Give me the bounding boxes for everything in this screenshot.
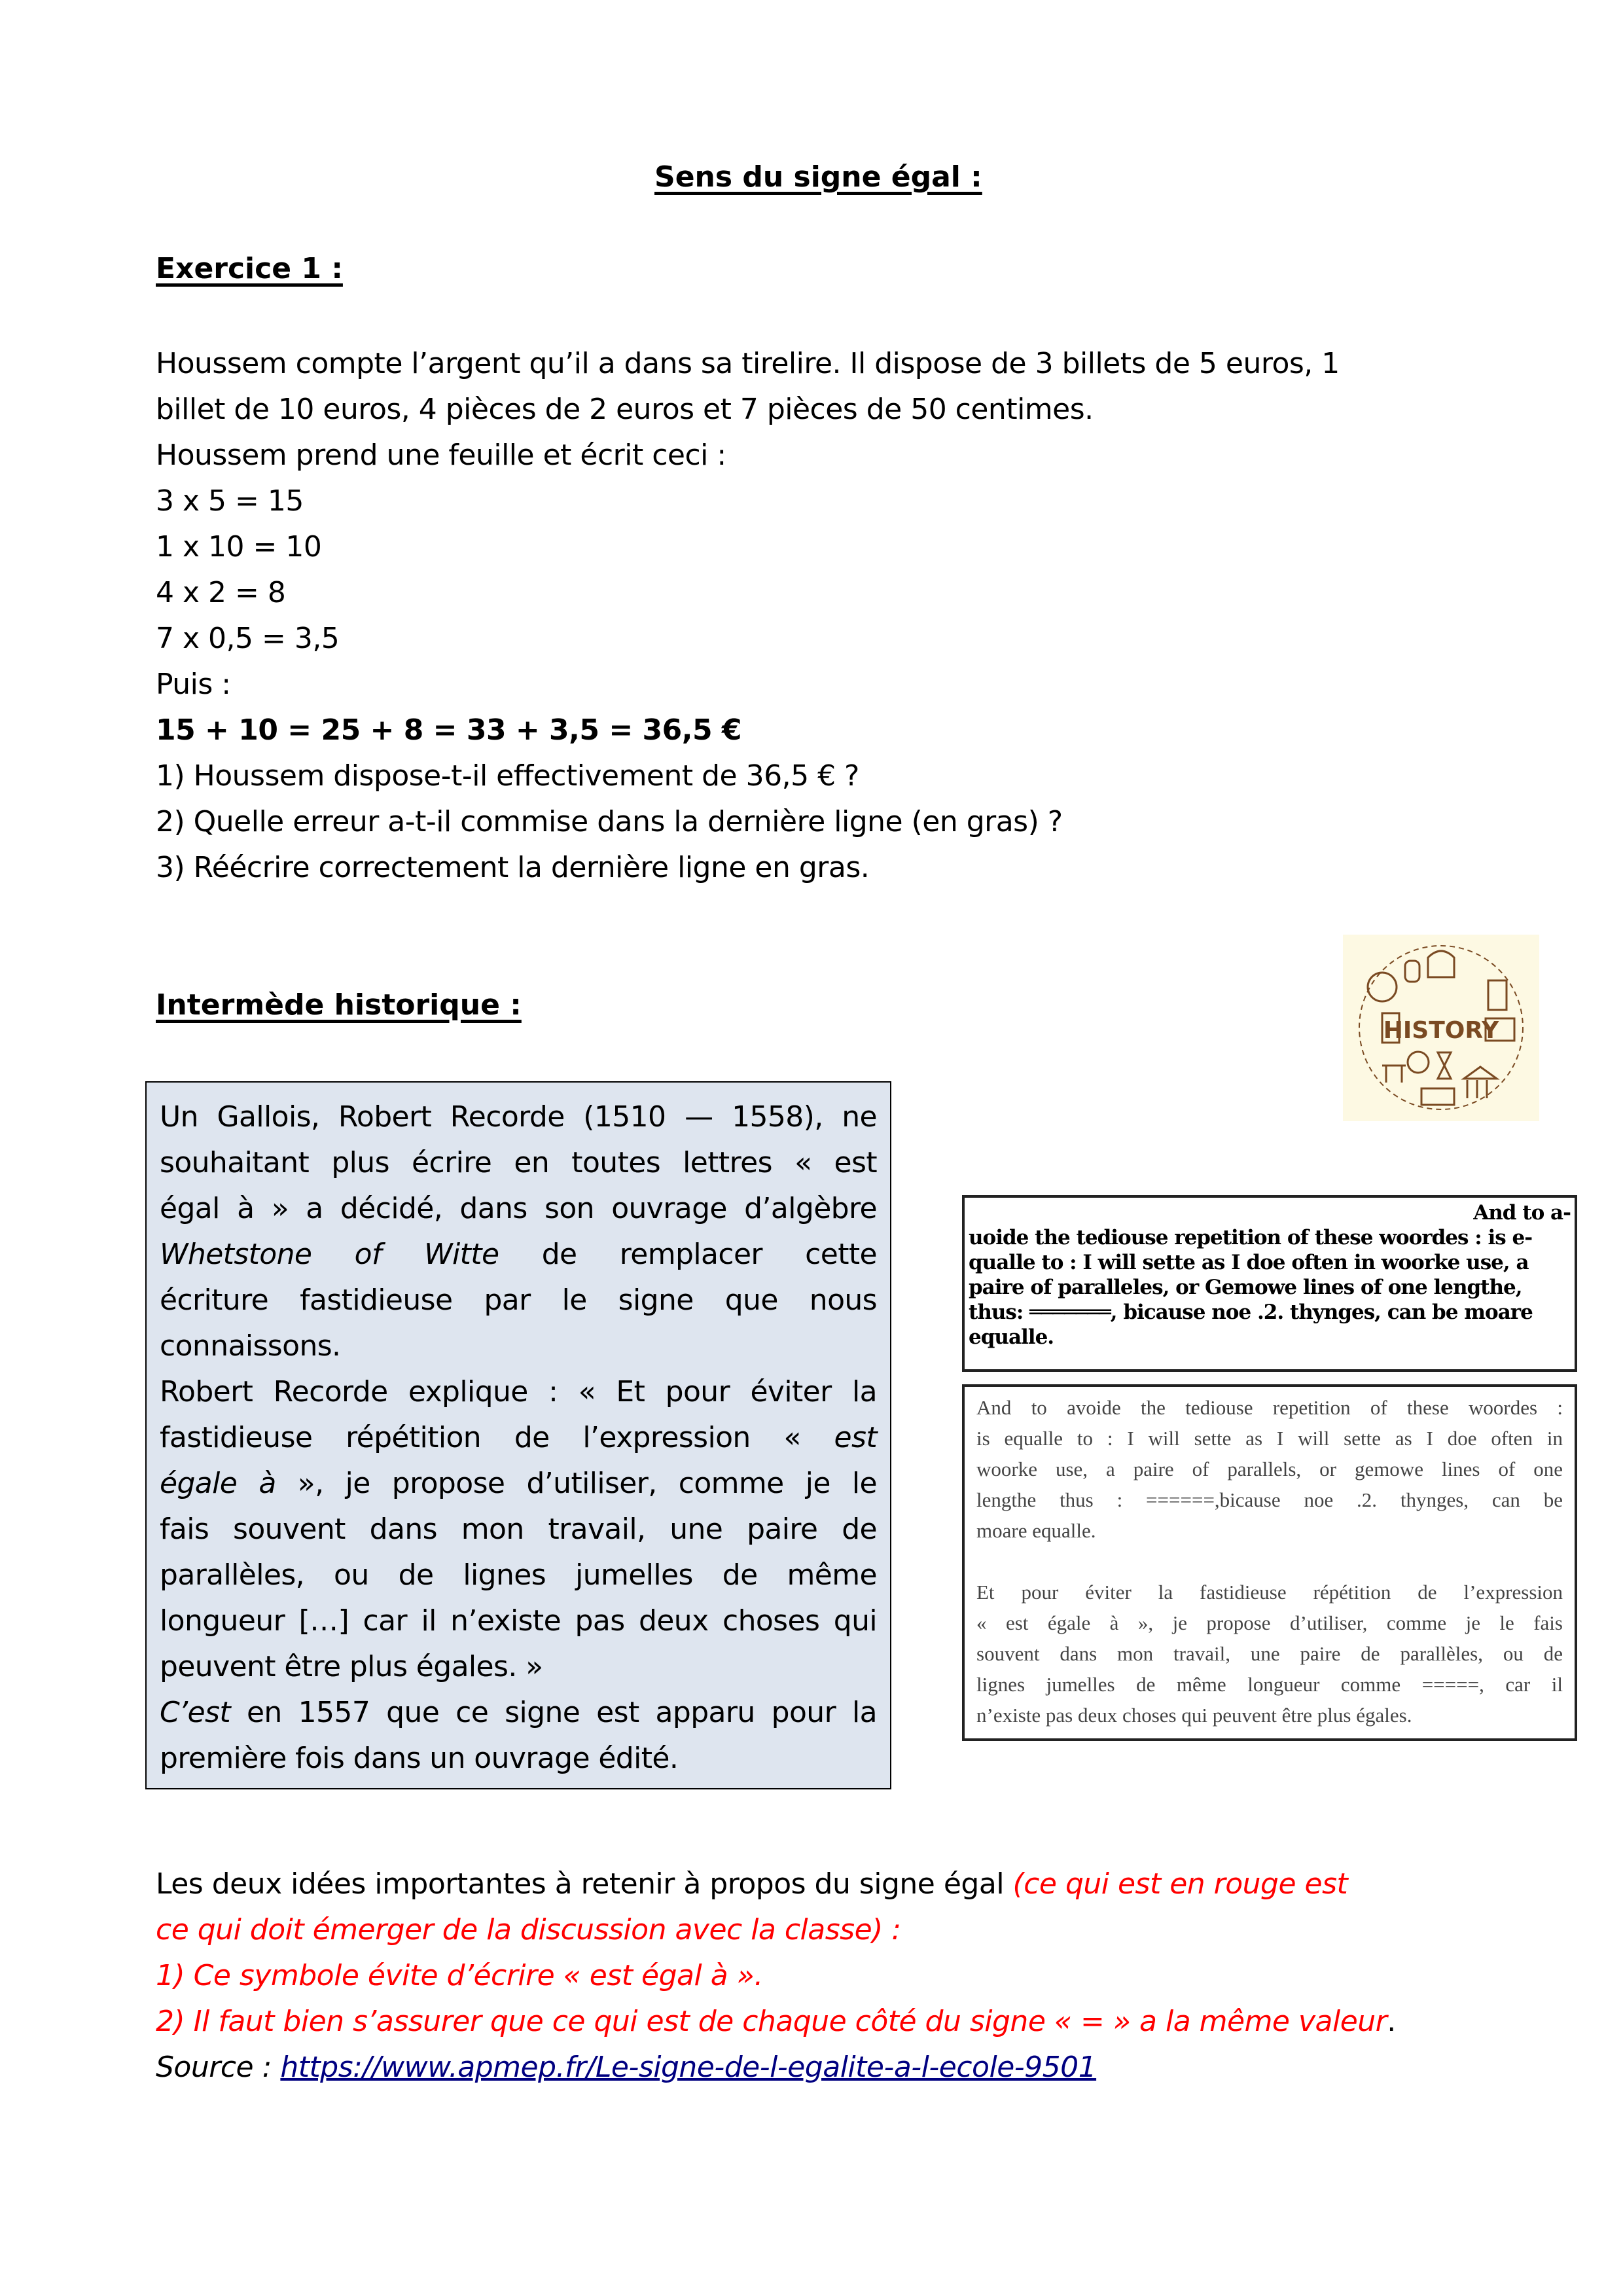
- box-line: souhaitant plus écrire en toutes lettres « est: [160, 1146, 877, 1179]
- source-label: Source :: [156, 2051, 281, 2084]
- history-heading: Intermède historique :: [156, 988, 522, 1022]
- history-label: HISTORY: [1383, 1017, 1499, 1044]
- original-line: And to a-: [1473, 1201, 1571, 1225]
- history-text-box: [145, 1081, 891, 1789]
- box-line: égal à » a décidé, dans son ouvrage d’algèbre: [160, 1192, 877, 1225]
- source-line: [156, 2045, 1096, 2090]
- original-line: equalle.: [969, 1325, 1054, 1349]
- history-illustration: [1343, 935, 1539, 1121]
- box-line: fais souvent dans mon travail, une paire de: [160, 1513, 877, 1546]
- box-line: Robert Recorde explique : « Et pour éviter la: [160, 1375, 877, 1408]
- original-line: paire of paralleles, or Gemowe lines of one lengthe,: [969, 1276, 1522, 1299]
- transcription-line: woorke use, a paire of parallels, or gemowe lines of one: [976, 1458, 1563, 1480]
- statement-line: Houssem compte l’argent qu’il a dans sa tirelire. Il dispose de 3 billets de 5 euros, 1: [156, 347, 1340, 380]
- calculation-line: 7 x 0,5 = 3,5: [156, 622, 340, 655]
- box-line-text: en 1557 que ce signe est apparu pour la: [230, 1696, 877, 1729]
- source-link[interactable]: https://www.apmep.fr/Le-signe-de-l-egalite-a-l-ecole-9501: [280, 2051, 1097, 2084]
- box-line: parallèles, ou de lignes jumelles de même: [160, 1558, 877, 1592]
- box-line-text: », je propose d’utiliser, comme je le: [276, 1467, 877, 1500]
- original-line: qualle to : I will sette as I doe often in woorke use, a: [969, 1251, 1529, 1274]
- statement-line: Houssem prend une feuille et écrit ceci :: [156, 439, 726, 472]
- box-line-italic: est: [834, 1421, 877, 1454]
- calculation-line: 1 x 10 = 10: [156, 530, 322, 564]
- box-line: Un Gallois, Robert Recorde (1510 — 1558), ne: [160, 1100, 877, 1134]
- original-text-image: [962, 1195, 1577, 1372]
- idea-2-line: [156, 1999, 1396, 2045]
- idea-1: 1) Ce symbole évite d’écrire « est égal à ».: [156, 1959, 763, 1992]
- page-title: Sens du signe égal :: [654, 160, 982, 194]
- box-line: écriture fastidieuse par le signe que nous: [160, 1283, 877, 1317]
- original-line: uoide the tediouse repetition of these woordes : is e-: [969, 1226, 1533, 1249]
- then-label: Puis :: [156, 668, 231, 701]
- conclusion-intro-line: [156, 1861, 1347, 1907]
- calculation-line: 3 x 5 = 15: [156, 484, 304, 518]
- exercise-heading: Exercice 1 :: [156, 252, 343, 285]
- transcription-line: lengthe thus : ======,bicause noe .2. thynges, can be: [976, 1488, 1563, 1511]
- box-line: [160, 1461, 877, 1507]
- translation-line: Et pour éviter la fastidieuse répétition de l’expression: [976, 1581, 1563, 1604]
- teacher-note-continued: ce qui doit émerger de la discussion avec la classe) :: [156, 1913, 901, 1946]
- statement-line: billet de 10 euros, 4 pièces de 2 euros et 7 pièces de 50 centimes.: [156, 393, 1094, 426]
- question-3: 3) Réécrire correctement la dernière ligne en gras.: [156, 851, 870, 884]
- translation-line: lignes jumelles de même longueur comme =====, car il: [976, 1673, 1563, 1696]
- box-line: peuvent être plus égales. »: [160, 1650, 543, 1683]
- question-2: 2) Quelle erreur a-t-il commise dans la dernière ligne (en gras) ?: [156, 805, 1063, 838]
- box-line: connaissons.: [160, 1329, 341, 1363]
- translation-line: souvent dans mon travail, une paire de parallèles, ou de: [976, 1642, 1563, 1665]
- transcription-line: is equalle to : I will sette as I will sette as I doe often in: [976, 1427, 1563, 1450]
- book-title: Whetstone of Witte: [160, 1238, 499, 1271]
- transcription-image: [962, 1384, 1577, 1741]
- history-icon: [1343, 935, 1539, 1121]
- box-line: première fois dans un ouvrage édité.: [160, 1742, 679, 1775]
- conclusion-intro: Les deux idées importantes à retenir à propos du signe égal: [156, 1867, 1013, 1901]
- box-line: longueur […] car il n’existe pas deux choses qui: [160, 1604, 877, 1638]
- transcription-line: moare equalle.: [976, 1519, 1096, 1542]
- question-1: 1) Houssem dispose-t-il effectivement de 36,5 € ?: [156, 759, 859, 793]
- box-line: [160, 1690, 877, 1736]
- idea-2: 2) Il faut bien s’assurer que ce qui est de chaque côté du signe « = » a la même valeur: [156, 2005, 1387, 2038]
- box-line-italic: égale à: [160, 1467, 276, 1500]
- translation-line: n’existe pas deux choses qui peuvent être plus égales.: [976, 1704, 1412, 1727]
- calculation-line: 4 x 2 = 8: [156, 576, 286, 609]
- box-line: [160, 1415, 877, 1461]
- teacher-note: (ce qui est en rouge est: [1012, 1867, 1348, 1901]
- transcription-line: And to avoide the tediouse repetition of these woordes :: [976, 1396, 1563, 1419]
- box-line-text: de remplacer cette: [499, 1238, 878, 1271]
- box-line: [160, 1232, 877, 1278]
- box-line-italic: C’est: [160, 1696, 230, 1729]
- idea-2-period: .: [1387, 2005, 1396, 2038]
- translation-line: « est égale à », je propose d’utiliser, comme je le fais: [976, 1611, 1563, 1634]
- original-line: thus: ═══════, bicause noe .2. thynges, can be moare: [969, 1300, 1533, 1324]
- box-line-text: fastidieuse répétition de l’expression «: [160, 1421, 834, 1454]
- bold-equation-line: 15 + 10 = 25 + 8 = 33 + 3,5 = 36,5 €: [156, 713, 741, 747]
